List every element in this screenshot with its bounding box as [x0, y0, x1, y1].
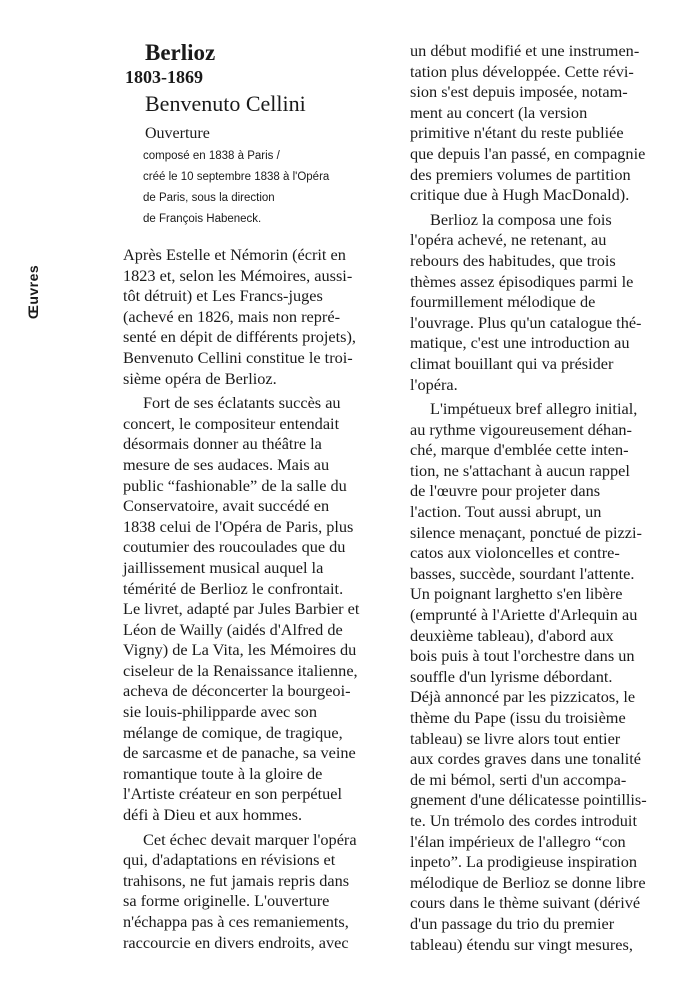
text-line: Déjà annoncé par les pizzicatos, le	[410, 687, 636, 707]
text-line: sion s'est depuis imposée, notam-	[410, 82, 628, 102]
text-line: tion, ne s'attachant à aucun rappel	[410, 460, 630, 480]
text-line: catos aux violoncelles et contre-	[410, 543, 620, 563]
text-line: tableau) se livre alors tout entier	[410, 728, 621, 748]
text-line: tableau) étendu sur vingt mesures,	[410, 934, 633, 954]
text-line: raccourcie en divers endroits, avec	[123, 932, 349, 952]
text-line: Fort de ses éclatants succès au	[143, 393, 341, 413]
text-line: (emprunté à l'Ariette d'Arlequin au	[410, 605, 638, 625]
text-line: témérité de Berlioz le confrontait.	[123, 578, 344, 598]
text-line: au rythme vigoureusement déhan-	[410, 419, 632, 439]
body-paragraph	[123, 245, 388, 389]
text-line: Après Estelle et Némorin (écrit en	[123, 245, 346, 264]
text-line: mélodique de Berlioz se donne libre	[410, 872, 646, 892]
text-line: de l'œuvre pour projeter dans	[410, 481, 601, 501]
text-line: un début modifié et une instrumen-	[410, 41, 640, 60]
composer-dates: 1803-1869	[125, 67, 203, 87]
text-line: l'Artiste créateur en son perpétuel	[123, 784, 343, 804]
text-line: thèmes assez épisodiques parmi le	[410, 271, 634, 291]
text-line: mélange de comique, de tragique,	[123, 722, 343, 742]
text-line: coutumier des roucoulades que du	[123, 537, 346, 557]
text-line: basses, succède, sourdant l'attente.	[410, 563, 635, 583]
body-paragraph	[123, 393, 388, 825]
text-line: (achevé en 1826, mais non repré-	[123, 306, 340, 326]
text-line: deuxième tableau), d'abord aux	[410, 625, 614, 645]
credit-line: composé en 1838 à Paris /	[143, 150, 280, 162]
text-line: l'action. Tout aussi abrupt, un	[410, 502, 602, 522]
text-line: concert, le compositeur entendait	[123, 413, 340, 433]
text-line: cours dans le thème suivant (dérivé	[410, 893, 641, 913]
text-line: Berlioz la composa une fois	[430, 209, 612, 229]
text-line: silence menaçant, ponctué de pizzi-	[410, 522, 642, 542]
text-line: Un poignant larghetto s'en libère	[410, 584, 623, 604]
text-line: te. Un trémolo des cordes introduit	[410, 810, 637, 830]
text-line: désormais donner au théâtre la	[123, 434, 322, 454]
text-line: l'opéra.	[410, 374, 458, 394]
text-line: bois puis à tout l'orchestre dans un	[410, 646, 635, 666]
text-line: de mi bémol, serti d'un accompa-	[410, 769, 627, 789]
text-line: gnement d'une délicatesse pointillis-	[410, 790, 647, 810]
text-line: ciseleur de la Renaissance italienne,	[123, 660, 358, 680]
text-line: sième opéra de Berlioz.	[123, 368, 277, 388]
text-line: 1823 et, selon les Mémoires, aussi-	[123, 265, 353, 285]
section-side-label: Œuvres	[25, 264, 41, 320]
text-line: ment au concert (la version	[410, 102, 588, 122]
text-line: sie louis-philipparde avec son	[123, 702, 317, 722]
text-line: Benvenuto Cellini constitue le troi-	[123, 347, 353, 367]
text-line: trahisons, ne fut jamais repris dans	[123, 870, 350, 890]
work-credits	[143, 146, 363, 230]
text-line: climat bouillant qui va présider	[410, 353, 614, 373]
text-line: jaillissement musical auquel la	[123, 557, 324, 577]
credit-line: de François Habeneck.	[143, 213, 262, 225]
text-line: qui, d'adaptations en révisions et	[123, 850, 336, 870]
composer-name: Berlioz	[145, 40, 216, 65]
text-line: que depuis l'an passé, en compagnie	[410, 143, 646, 163]
text-line: acheva de déconcerter la bourgeoi-	[123, 681, 351, 701]
text-line: tation plus développée. Cette révi-	[410, 61, 634, 81]
text-line: Le livret, adapté par Jules Barbier et	[123, 599, 360, 619]
text-line: défi à Dieu et aux hommes.	[123, 805, 303, 825]
body-paragraph	[410, 210, 675, 395]
text-line: tôt détruit) et Les Francs-juges	[123, 286, 323, 306]
text-line: fourmillement mélodique de	[410, 292, 596, 312]
text-line: Conservatoire, avait succédé en	[123, 496, 330, 516]
text-line: l'élan impérieux de l'allegro “con	[410, 831, 626, 851]
body-paragraph	[410, 399, 675, 955]
text-line: matique, c'est une introduction au	[410, 333, 630, 353]
text-line: des premiers volumes de partition	[410, 164, 631, 184]
text-line: inpeto”. La prodigieuse inspiration	[410, 852, 637, 872]
body-paragraph	[410, 41, 675, 206]
credit-line: de Paris, sous la direction	[143, 192, 275, 204]
text-line: souffle d'un lyrisme débordant.	[410, 666, 613, 686]
text-line: L'impétueux bref allegro initial,	[430, 399, 638, 419]
text-line: critique due à Hugh MacDonald).	[410, 185, 630, 205]
text-line: primitive n'étant du reste publiée	[410, 123, 624, 143]
text-line: ché, marque d'emblée cette inten-	[410, 440, 629, 460]
credit-line: créé le 10 septembre 1838 à l'Opéra	[143, 171, 330, 183]
text-line: n'échappa pas à ces remaniements,	[123, 912, 349, 931]
text-line: Vigny) de La Vita, les Mémoires du	[123, 640, 357, 660]
work-title: Benvenuto Cellini	[145, 91, 306, 116]
text-line: de sarcasme et de panache, sa veine	[123, 743, 356, 763]
text-line: senté en dépit de différents projets),	[123, 327, 356, 347]
text-line: romantique toute à la gloire de	[123, 763, 323, 783]
text-line: aux cordes graves dans une tonalité	[410, 749, 642, 769]
text-line: thème du Pape (issu du troisième	[410, 708, 626, 727]
text-line: mesure de ses audaces. Mais au	[123, 454, 330, 474]
text-line: d'un passage du trio du premier	[410, 913, 615, 933]
text-line: public “fashionable” de la salle du	[123, 475, 347, 495]
left-text-column	[123, 245, 388, 953]
text-line: rebours des habitudes, que trois	[410, 250, 616, 270]
text-line: Léon de Wailly (aidés d'Alfred de	[123, 619, 343, 639]
body-paragraph	[123, 830, 388, 954]
right-text-column	[410, 41, 675, 955]
text-line: 1838 celui de l'Opéra de Paris, plus	[123, 516, 354, 536]
text-line: sa forme originelle. L'ouverture	[123, 891, 330, 911]
text-line: l'ouvrage. Plus qu'un catalogue thé-	[410, 312, 642, 332]
work-subtitle: Ouverture	[145, 125, 210, 142]
text-line: l'opéra achevé, ne retenant, au	[410, 230, 607, 250]
text-line: Cet échec devait marquer l'opéra	[143, 829, 357, 849]
